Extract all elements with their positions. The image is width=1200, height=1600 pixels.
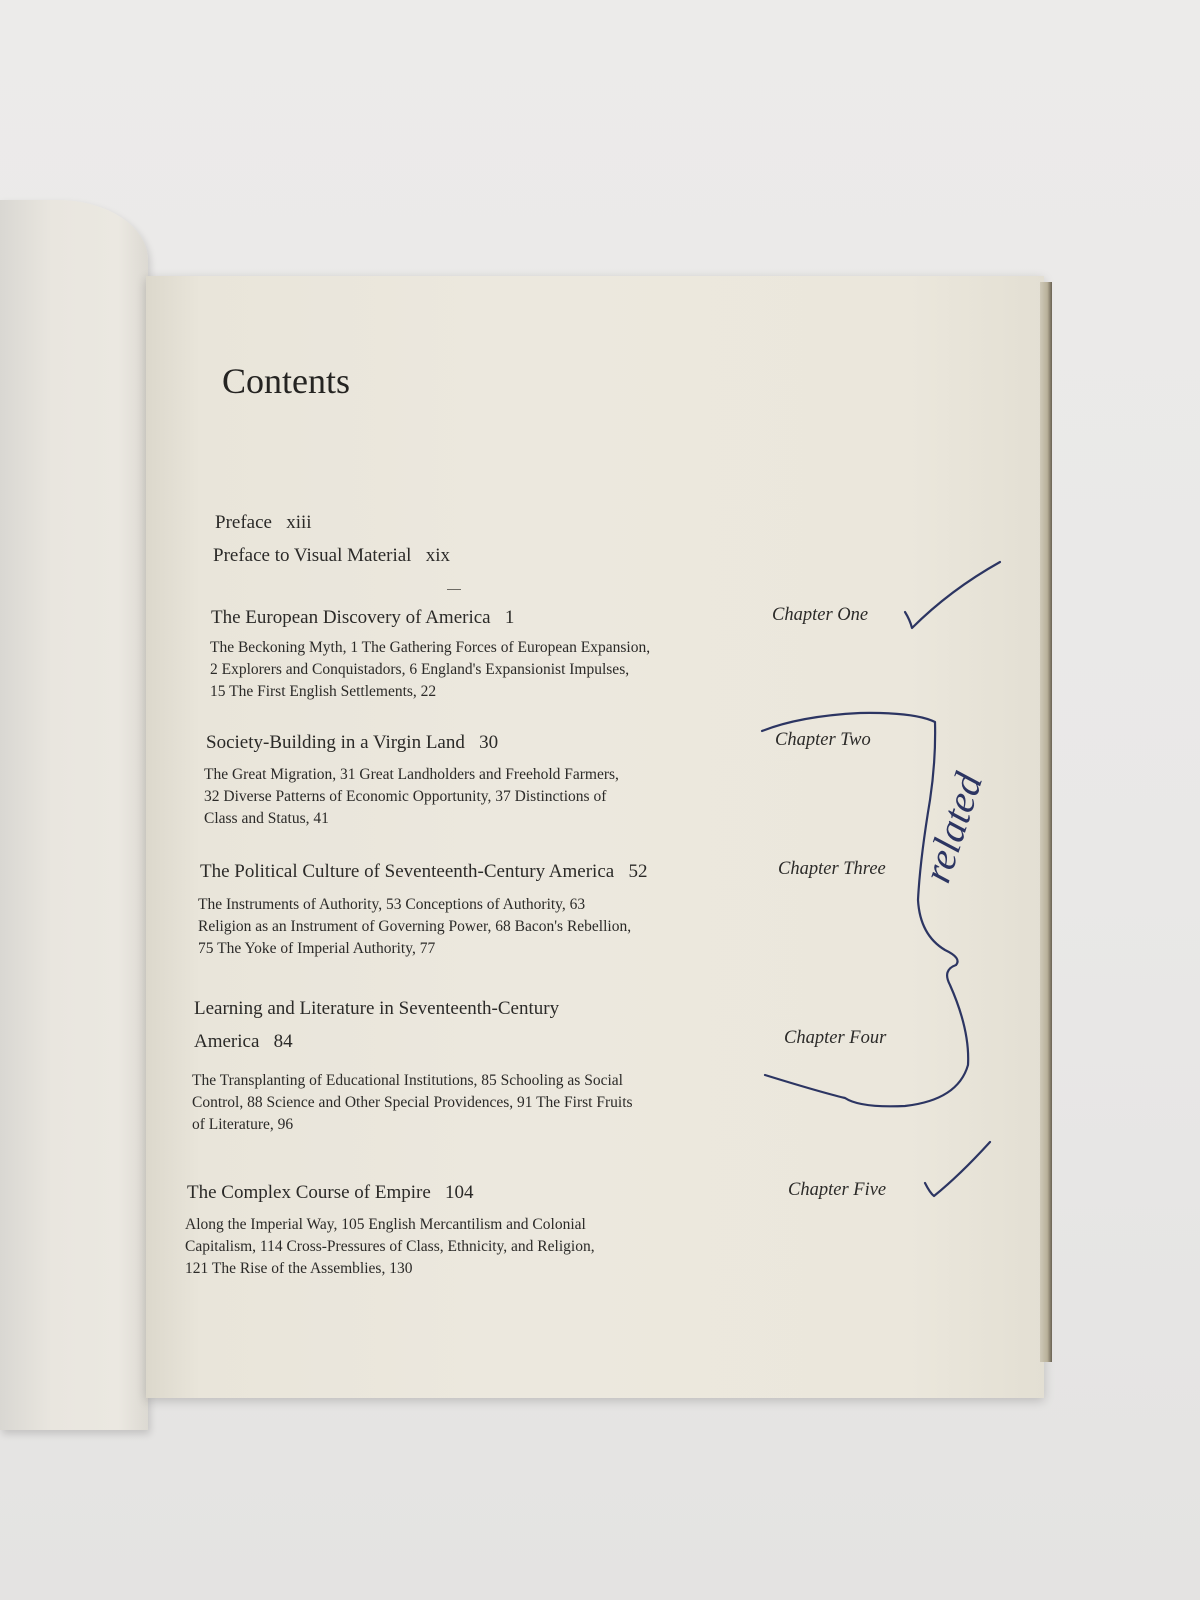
subsection-line: 15 The First English Settlements, 22 [210, 683, 437, 700]
chapter-four-page: 84 [273, 1031, 293, 1052]
preface-visual-label: Preface to Visual Material [213, 545, 412, 566]
chapter-two-title: Society-Building in a Virgin Land [206, 732, 465, 753]
annotation-related: related [913, 767, 992, 888]
preface-label: Preface [215, 512, 272, 533]
checkmark-chapter-five-icon [925, 1142, 990, 1196]
checkmark-chapter-one-icon [905, 562, 1000, 628]
chapter-four-label: Chapter Four [784, 1028, 887, 1048]
chapter-three-page: 52 [628, 861, 648, 882]
preface-visual-page: xix [425, 545, 450, 566]
subsection-line: Along the Imperial Way, 105 English Mercantilism and Colonial [185, 1216, 586, 1233]
chapter-three-title: The Political Culture of Seventeenth-Century America [200, 861, 615, 882]
chapter-two-page: 30 [479, 732, 499, 753]
chapter-one-label: Chapter One [772, 605, 869, 625]
preface-page: xiii [286, 512, 312, 533]
subsection-line: The Transplanting of Educational Institutions, 85 Schooling as Social [192, 1072, 623, 1089]
subsection-line: The Great Migration, 31 Great Landholders and Freehold Farmers, [204, 766, 619, 783]
subsection-line: 75 The Yoke of Imperial Authority, 77 [198, 940, 436, 957]
subsection-line: The Beckoning Myth, 1 The Gathering Forces of European Expansion, [210, 639, 651, 656]
subsection-line: of Literature, 96 [192, 1116, 294, 1133]
chapter-one-title: The European Discovery of America [211, 607, 491, 628]
subsection-line: 32 Diverse Patterns of Economic Opportunity, 37 Distinctions of [204, 788, 607, 805]
contents-heading: Contents [222, 361, 351, 401]
chapter-five-label: Chapter Five [788, 1180, 887, 1200]
subsection-line: Capitalism, 114 Cross-Pressures of Class, Ethnicity, and Religion, [185, 1238, 595, 1255]
chapter-one-page: 1 [504, 607, 515, 628]
subsection-line: Religion as an Instrument of Governing Power, 68 Bacon's Rebellion, [198, 918, 632, 935]
subsection-line: Class and Status, 41 [204, 810, 329, 827]
subsection-line: Control, 88 Science and Other Special Providences, 91 The First Fruits [192, 1094, 633, 1111]
chapter-five-page: 104 [445, 1182, 474, 1203]
chapter-two-label: Chapter Two [775, 730, 871, 750]
subsection-line: The Instruments of Authority, 53 Conceptions of Authority, 63 [198, 896, 586, 913]
chapter-four-title-cont: America [194, 1031, 260, 1052]
subsection-line: 2 Explorers and Conquistadors, 6 England's Expansionist Impulses, [210, 661, 630, 678]
chapter-four-title[interactable]: Learning and Literature in Seventeenth-Century [194, 998, 560, 1019]
chapter-three-label: Chapter Three [778, 859, 886, 879]
subsection-line: 121 The Rise of the Assemblies, 130 [185, 1260, 413, 1277]
bracket-chapters-two-to-four-icon [762, 713, 968, 1106]
chapter-five-title: The Complex Course of Empire [187, 1182, 431, 1203]
